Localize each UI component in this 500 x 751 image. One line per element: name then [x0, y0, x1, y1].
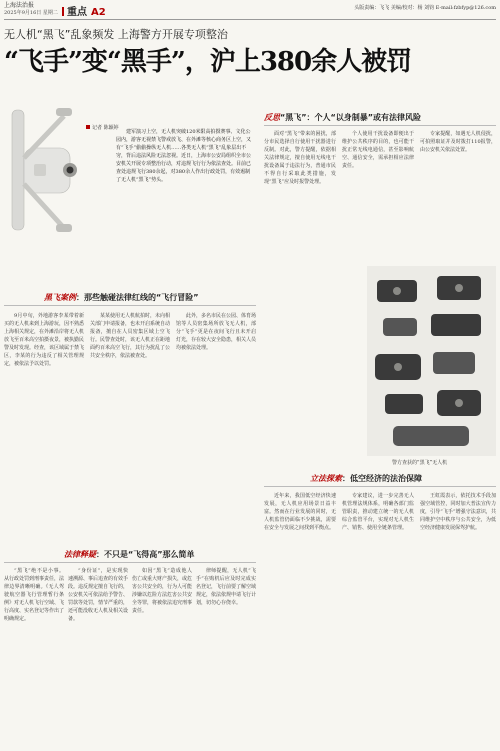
section-name: 重点 — [67, 7, 87, 18]
drones-icon — [367, 266, 496, 456]
section-title-text: ：不只是“飞得高”那么简单 — [96, 550, 195, 559]
newspaper-brand — [4, 2, 58, 17]
article-column: 面对“黑飞”带来的困扰，部分市民选择自行使用干扰器进行反制。对此，警方提醒，依据相关法律规定，擅自使用无线电干扰设备属于违法行为，普通市民不得自行采取此类措施，发现“黑飞”应及时报警处理。 — [264, 131, 336, 185]
section-accent: 黑飞案例 — [44, 293, 76, 302]
page-number: A2 — [91, 7, 106, 18]
section-divider — [264, 125, 496, 126]
article-column: “身份证”，是实现快速溯源、事后追查的有效手段。违反规定擅自飞行的，公安机关可依法给予警告、罚款等处罚，情节严重的，还可能没收无人机及相关设备。 — [68, 568, 128, 622]
article-column: 个人使用干扰设备即便出于维护公共秩序的目的，也可能干扰正常无线电通信，甚至影响航空、通信安全，需承担相应法律责任。 — [342, 131, 414, 169]
section-title-legislation — [310, 473, 422, 484]
byline-square-icon — [86, 125, 90, 129]
masthead — [0, 0, 500, 20]
article-column: 律师提醒，无人机“飞手”在购机后应及时完成实名登记，飞行前要了解空域规定，依法依规申请飞行计划，切勿心存侥幸。 — [196, 568, 256, 606]
article-column: 此外，多名市民在公园、体育场馆等人员密集场所放飞无人机，部分“飞手”更是在夜间飞行且未开启灯光，存在较大安全隐患，相关人员均被依法处理。 — [176, 313, 256, 351]
article-column: 某某使用无人机航拍时，未向相关部门申请报备，也未开启系统自动报备，擅自在人员密集区域上空飞行。民警查处时，该无人机正在距地面约百米高空飞行，其行为扰乱了公共安全秩序，依法被查处。 — [90, 313, 170, 359]
section-title-text: ：低空经济的法治保障 — [342, 474, 422, 483]
section-title-law — [64, 549, 195, 560]
section-label — [62, 3, 106, 18]
issue-date: 2025年9月16日 星期二 — [4, 10, 58, 16]
masthead-divider — [4, 19, 496, 20]
article-column: “黑飞”绝不是小事。从行政处罚到刑事责任，法律边界清晰明确。《无人驾驶航空器飞行管理暂行条例》对无人机飞行空域、飞行高度、实名登记等作出了明确规定。 — [4, 568, 64, 622]
section-accent: 法律释疑 — [64, 550, 96, 559]
section-divider — [264, 486, 496, 487]
article-column: 专家提醒，如遇无人机侵扰，可拍照取证并及时拨打110报警，由公安机关依法处置。 — [420, 131, 496, 153]
section-accent: 反思 — [264, 113, 280, 122]
photo-caption: 警方查获的“黑飞”无人机 — [392, 460, 448, 466]
story-headline: “飞手”变“黑手”，沪上380余人被罚 — [4, 47, 412, 77]
article-column: 近年来，我国低空经济快速发展，无人机应用场景日益丰富。然而在行业发展的同时，无人机监管仍面临不少挑战，需要在安全与发展之间找到平衡点。 — [264, 493, 336, 531]
section-accent: 立法探索 — [310, 474, 342, 483]
section-title-cases — [44, 292, 199, 303]
section-title-text: “黑飞”：个人“以身制暴”或有法律风险 — [280, 113, 422, 122]
article-column: 9月中旬，外地游客李某带着新买的无人机来到上海游玩，因不熟悉上海相关规定，在外滩沿岸将无人机放飞至百米高空拍摄夜景，被执勤民警及时发现。经查，该区域属于禁飞区，李某的行为违反了相关管理规定，被依法予以处罚。 — [4, 313, 84, 367]
section-divider — [4, 562, 256, 563]
editor-credits: 头版责编：飞飞 美编/校对：杨 刘钧 E-mail:fzbfyp@126.com — [354, 5, 496, 11]
byline-text: 记者 陈颖婷 — [92, 125, 119, 131]
byline — [86, 124, 119, 131]
section-title-reflection — [264, 112, 421, 123]
brand-name: 上海法治报 — [4, 2, 35, 9]
section-divider — [4, 305, 256, 306]
section-title-text: ：那些触碰法律红线的“飞行冒险” — [76, 293, 199, 302]
article-column: 专家建议，进一步完善无人机管理法规体系，明确各部门监管职责，推动建立统一的无人机综合监管平台，实现对无人机生产、销售、使用全链条管理。 — [342, 493, 414, 531]
story-kicker: 无人机“黑飞”乱象频发 上海警方开展专项整治 — [4, 28, 228, 41]
seized-drones-photo — [367, 266, 496, 456]
lead-paragraph: 建军演习上空，无人机突破120米限高拍摄赛事、文化公园内，游客无视禁飞警戒放飞、在外滩等核心商务区上空，又有“飞手”偷偷操纵无人机……各类无人机“黑飞”乱象层出不穷，背后违法风险无法忽视。近日，上海市公安局组织全市公安机关开展专项整治行动，对违规飞行行为依法查处。目前已查处违规飞行380余起，对380余人作出行政处罚，有效遏制了无人机“黑飞”势头。 — [116, 129, 252, 183]
section-bar-icon — [62, 7, 64, 16]
article-column: 如因“黑飞”造成他人伤亡或重大财产损失，或危害公共安全的，行为人可能涉嫌以危险方法危害公共安全等罪，将被依法追究刑事责任。 — [132, 568, 192, 614]
article-column: 王虹霞表示，依托技术手段加强空域管控，同时加大普法宣传力度，引导“飞手”增强守法意识，共同维护空中秩序与公共安全，为低空经济健康发展保驾护航。 — [420, 493, 496, 531]
drone-icon — [4, 88, 95, 253]
drone-photo — [4, 88, 95, 253]
